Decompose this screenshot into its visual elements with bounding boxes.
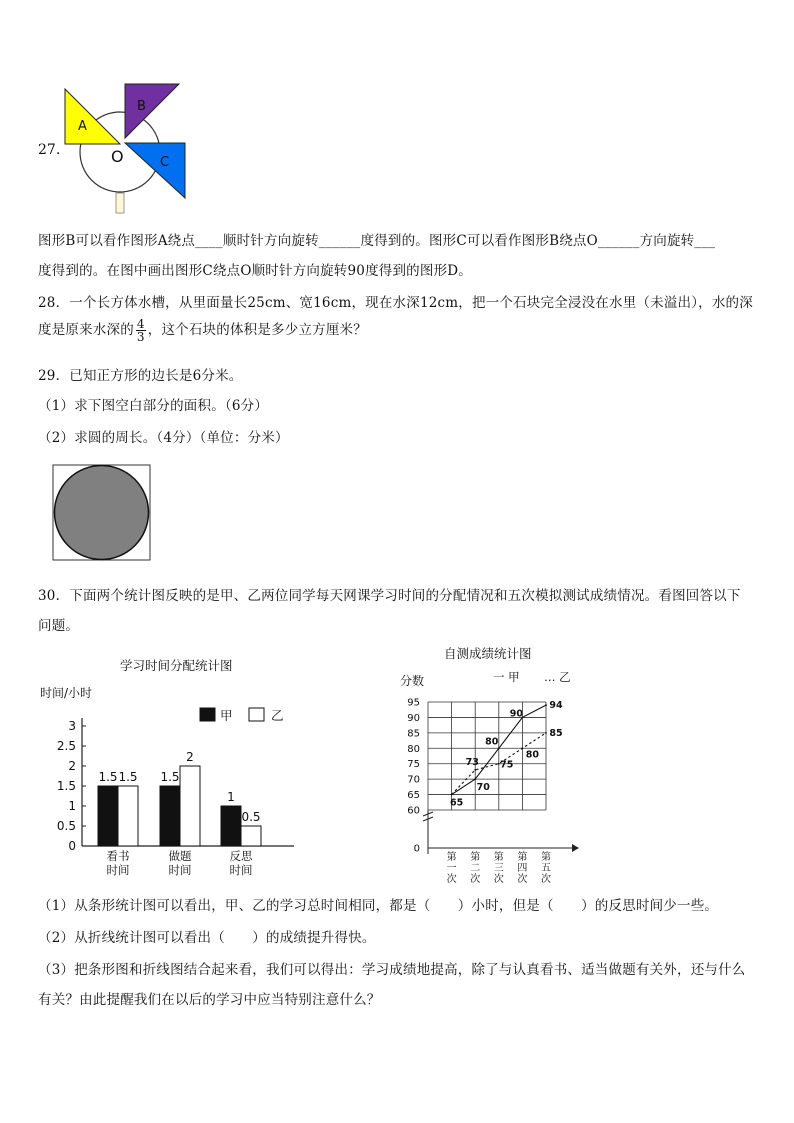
line-x-label-char: 五 — [541, 863, 551, 874]
line-x-label-char: 第 — [470, 852, 481, 863]
label-c: C — [160, 155, 170, 170]
bar-category-label: 看书 — [106, 849, 130, 863]
bar-乙-1 — [180, 766, 200, 846]
q29-line-2: （1）求下图空白部分的面积。（6分） — [38, 398, 269, 414]
bar-data-label: 0.5 — [241, 810, 261, 824]
q30-question-1: （1）从条形统计图可以看出，甲、乙的学习总时间相同，都是（ ）小时，但是（ ）的反思时间少一些。 — [38, 898, 719, 914]
legend-label-jia: 甲 — [220, 708, 233, 723]
q30-line-1: 30．下面两个统计图反映的是甲、乙两位同学每天网课学习时间的分配情况和五次模拟测试成绩情况。看图回答以下 — [38, 588, 741, 604]
legend-dashed-label: … 乙 — [544, 670, 571, 684]
bar-甲-2 — [221, 806, 241, 846]
legend-solid-label: 一 甲 — [493, 670, 520, 684]
line-point-label: 70 — [476, 782, 490, 794]
line-point-label: 80 — [485, 736, 499, 748]
line-x-label-char: 一 — [446, 863, 457, 874]
bar-category-label-line2: 时间 — [168, 863, 192, 877]
q30-line-2: 问题。 — [38, 618, 80, 634]
line-y-tick-label: 90 — [407, 712, 420, 724]
bar-data-label: 1.5 — [118, 770, 138, 784]
line-y-tick-label: 95 — [407, 697, 420, 709]
inscribed-circle — [55, 466, 149, 560]
line-chart-title: 自测成绩统计图 — [444, 646, 532, 661]
line-x-label-char: 次 — [541, 874, 551, 885]
bar-chart-title: 学习时间分配统计图 — [120, 658, 233, 673]
q27-number: 27. — [38, 142, 61, 158]
q28-line-2 — [38, 318, 367, 343]
series-point-乙 — [451, 794, 453, 796]
fraction-denominator: 3 — [136, 330, 145, 344]
line-x-label-char: 第 — [446, 852, 457, 863]
q27-line-1: 图形B可以看作图形A绕点____顺时针方向旋转______度得到的。图形C可以看作图形B绕点O______方向旋转___ — [38, 233, 716, 249]
bar-y-tick-label: 1.5 — [56, 779, 76, 793]
q30-question-3a: （3）把条形图和折线图结合起来看，我们可以得出：学习成绩地提高，除了与认真看书、适当做题有关外，还与什么 — [38, 962, 746, 978]
line-y-tick-label: 70 — [407, 774, 420, 786]
bar-category-label-line2: 时间 — [229, 863, 253, 877]
bar-y-tick-label: 0.5 — [56, 819, 76, 833]
line-x-label-char: 第 — [493, 852, 504, 863]
line-y-tick-label: 60 — [407, 805, 420, 817]
bar-data-label: 1.5 — [98, 770, 118, 784]
line-point-label: 75 — [500, 759, 514, 771]
bar-甲-1 — [160, 786, 180, 846]
line-point-label: 73 — [465, 756, 479, 768]
line-chart-ylabel: 分数 — [400, 674, 425, 688]
line-y-tick-label: 80 — [407, 743, 420, 755]
line-x-label-char: 次 — [517, 874, 528, 885]
label-b: B — [137, 99, 146, 114]
series-point-乙 — [545, 732, 547, 734]
rotation-figure — [62, 80, 192, 216]
bar-乙-2 — [241, 826, 261, 846]
fraction-numerator: 4 — [136, 317, 145, 331]
legend-label-yi: 乙 — [271, 708, 284, 723]
label-a: A — [78, 119, 87, 134]
bar-y-tick-label: 0 — [68, 839, 76, 853]
line-x-label-char: 第 — [541, 852, 551, 863]
legend-swatch-yi — [249, 708, 264, 721]
line-x-label-char: 二 — [470, 863, 481, 874]
bar-y-tick-label: 2.5 — [56, 739, 76, 753]
bar-data-label: 1 — [227, 790, 235, 804]
line-y-tick-label: 0 — [413, 843, 420, 855]
series-point-乙 — [522, 747, 524, 749]
q29-line-3: （2）求圆的周长。（4分）（单位：分米） — [38, 430, 289, 446]
bar-y-tick-label: 1 — [68, 799, 76, 813]
bar-category-label: 做题 — [168, 849, 192, 863]
bar-甲-0 — [98, 786, 118, 846]
line-x-label-char: 四 — [517, 863, 528, 874]
line-y-tick-label: 75 — [407, 759, 420, 771]
x-axis-arrow — [572, 844, 579, 852]
line-point-label: 85 — [549, 727, 563, 739]
bar-category-label: 反思 — [229, 849, 253, 863]
q28-line-1: 28．一个长方体水槽，从里面量长25cm、宽16cm，现在水深12cm，把一个石块完全浸没在水里（未溢出），水的深 — [38, 295, 753, 311]
q30-question-2: （2）从折线统计图可以看出（ ）的成绩提升得快。 — [38, 930, 376, 946]
line-x-label-char: 次 — [470, 874, 481, 885]
q29-line-1: 29．已知正方形的边长是6分米。 — [38, 368, 243, 384]
line-chart — [396, 642, 586, 888]
line-point-label: 65 — [449, 797, 464, 809]
bar-chart — [36, 650, 306, 880]
line-y-tick-label: 85 — [407, 728, 420, 740]
series-point-乙 — [474, 769, 476, 771]
line-x-label-char: 次 — [446, 874, 457, 885]
q27-line-2: 度得到的。在图中画出图形C绕点O顺时针方向旋转90度得到的图形D。 — [38, 263, 472, 279]
series-point-甲 — [498, 747, 500, 749]
q28-text-before: 度是原来水深的 — [38, 322, 134, 338]
line-point-label: 90 — [509, 708, 524, 720]
q30-question-3b: 有关？由此提醒我们在以后的学习中应当特别注意什么？ — [38, 992, 381, 1008]
bar-乙-0 — [118, 786, 138, 846]
q28-text-after: ，这个石块的体积是多少立方厘米？ — [147, 322, 367, 338]
line-y-tick-label: 65 — [407, 790, 420, 802]
bar-data-label: 1.5 — [160, 770, 180, 784]
line-point-label: 80 — [525, 749, 540, 761]
bar-chart-ylabel: 时间/小时 — [40, 686, 93, 700]
bar-category-label-line2: 时间 — [106, 863, 130, 877]
line-x-label-char: 第 — [517, 852, 528, 863]
series-point-甲 — [545, 704, 547, 706]
fraction-four-thirds — [136, 318, 146, 343]
series-point-甲 — [474, 778, 476, 780]
line-point-label: 94 — [549, 700, 563, 712]
legend-swatch-jia — [200, 708, 215, 721]
bar-y-tick-label: 3 — [68, 719, 76, 733]
line-x-label-char: 次 — [493, 874, 504, 885]
bar-data-label: 2 — [186, 750, 194, 764]
label-o: O — [111, 147, 124, 166]
figure-stand — [116, 193, 124, 213]
square-circle-figure — [52, 464, 152, 561]
bar-y-tick-label: 2 — [68, 759, 76, 773]
line-x-label-char: 三 — [493, 863, 504, 874]
